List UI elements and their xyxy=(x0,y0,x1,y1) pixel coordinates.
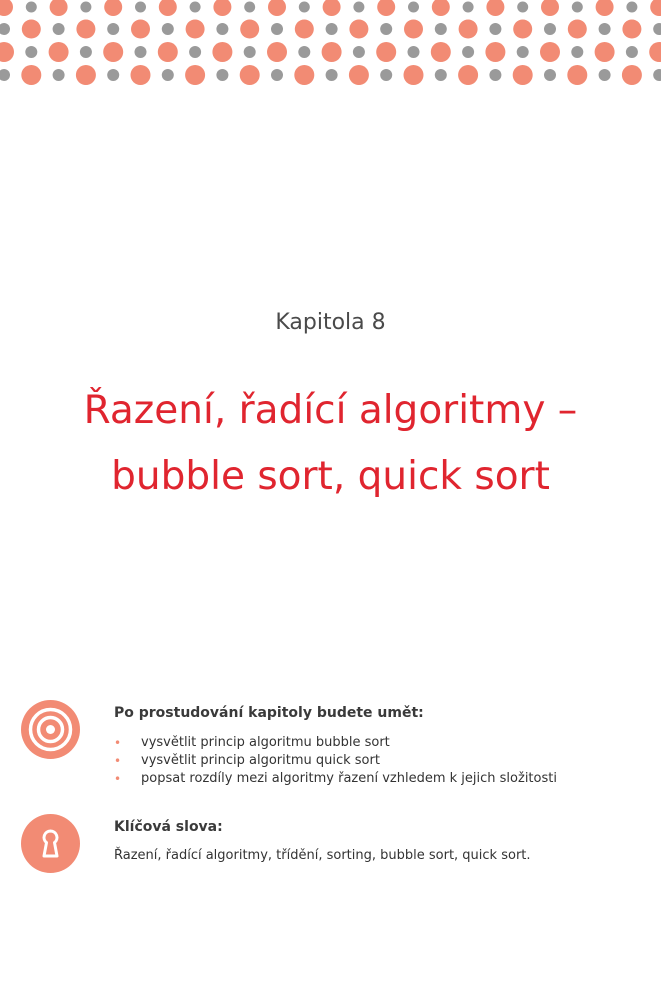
goal-item xyxy=(114,752,654,770)
decorative-dot xyxy=(212,42,232,62)
decorative-dot xyxy=(240,65,260,85)
decorative-dot xyxy=(463,2,474,13)
decorative-dot xyxy=(485,42,505,62)
decorative-dot xyxy=(213,0,231,16)
decorative-dot xyxy=(162,23,174,35)
decorative-dot xyxy=(240,20,259,39)
keywords-text: Řazení, řadící algoritmy, třídění, sorting, bubble sort, quick sort. xyxy=(114,848,531,863)
decorative-dot xyxy=(408,2,419,13)
decorative-dot xyxy=(353,46,365,58)
keyhole-icon xyxy=(21,814,80,873)
decorative-dot xyxy=(649,42,661,62)
decorative-dot xyxy=(76,20,95,39)
decorative-dot xyxy=(435,23,447,35)
decorative-dot xyxy=(431,42,451,62)
decorative-dot xyxy=(80,46,92,58)
decorative-dot xyxy=(349,20,368,39)
decorative-dot xyxy=(540,42,560,62)
target-icon xyxy=(21,700,80,759)
decorative-dot xyxy=(298,46,310,58)
decorative-dot xyxy=(595,42,615,62)
decorative-dot xyxy=(459,20,478,39)
decorative-dot xyxy=(567,65,587,85)
chapter-label: Kapitola 8 xyxy=(275,310,386,335)
decorative-dot xyxy=(650,0,661,16)
chapter-title-line-1: Řazení, řadící algoritmy – xyxy=(83,388,578,433)
decorative-dot xyxy=(489,69,501,81)
decorative-dot xyxy=(599,69,611,81)
decorative-dot xyxy=(244,46,256,58)
decorative-dot xyxy=(517,46,529,58)
chapter-title-line-2: bubble sort, quick sort xyxy=(111,454,550,499)
decorative-dot xyxy=(568,20,587,39)
decorative-dot xyxy=(653,23,661,35)
goal-item xyxy=(114,734,654,752)
decorative-dot xyxy=(486,0,504,16)
keywords-heading: Klíčová slova: xyxy=(114,819,223,835)
decorative-dot xyxy=(544,23,556,35)
decorative-dot xyxy=(323,0,341,16)
goal-item-text: popsat rozdíly mezi algoritmy řazení vzhledem k jejich složitosti xyxy=(141,771,557,786)
decorative-dot xyxy=(267,42,287,62)
decorative-dot xyxy=(489,23,501,35)
bullet-icon: • xyxy=(114,754,122,768)
decorative-dot xyxy=(653,69,661,81)
decorative-dot xyxy=(622,65,642,85)
bullet-icon: • xyxy=(114,736,122,750)
decorative-dot xyxy=(435,69,447,81)
decorative-dot xyxy=(162,69,174,81)
decorative-dot xyxy=(0,23,10,35)
bullet-icon: • xyxy=(114,772,122,786)
decorative-dot xyxy=(571,46,583,58)
chapter-title xyxy=(20,378,641,510)
goals-heading: Po prostudování kapitoly budete umět: xyxy=(114,705,424,721)
decorative-dot xyxy=(76,65,96,85)
decorative-dot xyxy=(513,20,532,39)
decorative-dot xyxy=(186,20,205,39)
decorative-dot xyxy=(107,23,119,35)
goal-item xyxy=(114,770,654,788)
decorative-dot xyxy=(513,65,533,85)
decorative-dot xyxy=(104,0,122,16)
decorative-dot xyxy=(404,20,423,39)
decorative-dot xyxy=(299,2,310,13)
decorative-dot xyxy=(53,23,65,35)
decorative-dot xyxy=(458,65,478,85)
goal-item-text: vysvětlit princip algoritmu quick sort xyxy=(141,753,380,768)
decorative-dot xyxy=(244,2,255,13)
decorative-dot xyxy=(462,46,474,58)
decorative-dot xyxy=(271,69,283,81)
decorative-dot xyxy=(326,69,338,81)
decorative-dot xyxy=(135,46,147,58)
decorative-dot xyxy=(158,42,178,62)
decorative-dot xyxy=(216,69,228,81)
decorative-dot xyxy=(135,2,146,13)
decorative-dot xyxy=(353,2,364,13)
decorative-dot xyxy=(50,0,68,16)
decorative-dot xyxy=(216,23,228,35)
decorative-dot xyxy=(25,46,37,58)
decorative-dot xyxy=(599,23,611,35)
decorative-dot xyxy=(380,23,392,35)
decorative-dot xyxy=(432,0,450,16)
decorative-dot xyxy=(185,65,205,85)
decorative-dot xyxy=(322,42,342,62)
decorative-dot xyxy=(190,2,201,13)
decorative-dot xyxy=(596,0,614,16)
decorative-dot xyxy=(0,0,13,16)
decorative-dot xyxy=(131,20,150,39)
decorative-dot xyxy=(622,20,641,39)
decorative-dot xyxy=(0,69,10,81)
decorative-dot xyxy=(189,46,201,58)
decorative-dot xyxy=(376,42,396,62)
decorative-dot xyxy=(159,0,177,16)
decorative-dot xyxy=(544,69,556,81)
decorative-dot xyxy=(80,2,91,13)
decorative-dot xyxy=(26,2,37,13)
decorative-dot xyxy=(22,20,41,39)
decorative-dot xyxy=(107,69,119,81)
decorative-dot xyxy=(326,23,338,35)
decorative-dot xyxy=(626,2,637,13)
decorative-dot xyxy=(268,0,286,16)
decorative-dot xyxy=(49,42,69,62)
decorative-dot xyxy=(349,65,369,85)
decorative-dot xyxy=(294,65,314,85)
decorative-dot xyxy=(271,23,283,35)
decorative-dot xyxy=(21,65,41,85)
decorative-dot xyxy=(572,2,583,13)
decorative-dot xyxy=(103,42,123,62)
decorative-dot xyxy=(408,46,420,58)
goals-list xyxy=(114,734,654,788)
decorative-dot xyxy=(131,65,151,85)
decorative-dot xyxy=(0,42,14,62)
decorative-dot xyxy=(380,69,392,81)
goal-item-text: vysvětlit princip algoritmu bubble sort xyxy=(141,735,390,750)
decorative-dot xyxy=(404,65,424,85)
decorative-dot xyxy=(377,0,395,16)
decorative-dot xyxy=(517,2,528,13)
decorative-dot-pattern xyxy=(0,0,661,95)
decorative-dot xyxy=(53,69,65,81)
decorative-dot xyxy=(541,0,559,16)
decorative-dot xyxy=(626,46,638,58)
decorative-dot xyxy=(295,20,314,39)
